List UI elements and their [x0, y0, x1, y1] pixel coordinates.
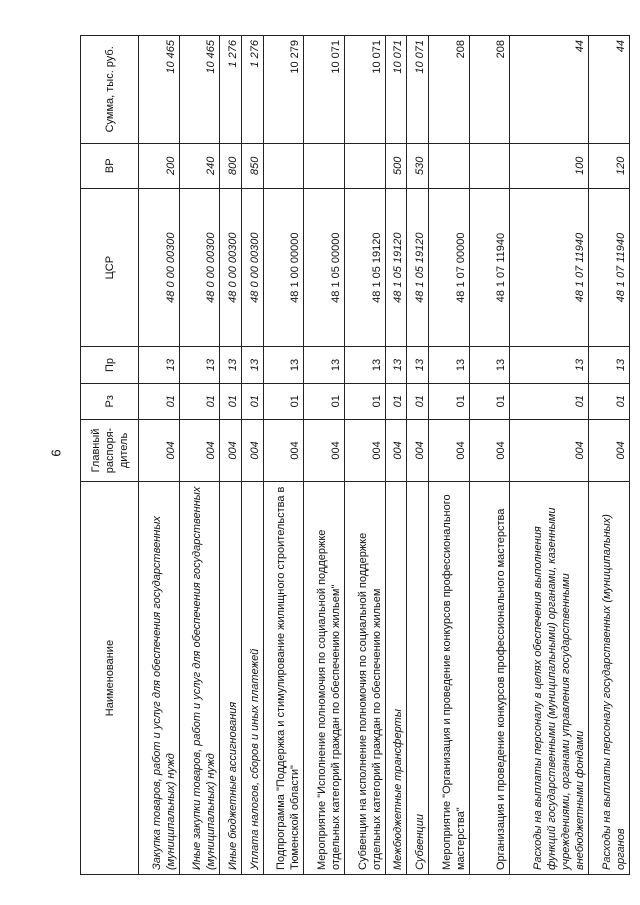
row-csr: 48 1 07 11940: [589, 188, 630, 347]
row-admin: 004: [510, 419, 589, 481]
table-row: [263, 36, 304, 875]
row-csr: 48 1 05 19120: [385, 188, 407, 347]
table-row: [429, 36, 470, 875]
table-row: [469, 36, 510, 875]
table-row: [139, 36, 180, 875]
row-admin: 004: [263, 419, 304, 481]
header-name: Наименование: [81, 482, 139, 875]
table-row: [510, 36, 589, 875]
row-rz: 01: [220, 383, 242, 419]
rotated-table-wrapper: [80, 35, 630, 875]
row-csr: 48 0 00 00300: [242, 188, 264, 347]
header-row: [81, 36, 139, 875]
row-vr: 850: [242, 143, 264, 188]
row-pr: 13: [263, 347, 304, 383]
row-csr: 48 1 07 00000: [429, 188, 470, 347]
row-sum: 1 276: [242, 36, 264, 144]
row-csr: 48 0 00 00300: [220, 188, 242, 347]
row-sum: 10 465: [179, 36, 220, 144]
table-row: [589, 36, 630, 875]
row-name: Иные бюджетные ассигнования: [220, 482, 242, 875]
row-rz: 01: [242, 383, 264, 419]
row-pr: 13: [139, 347, 180, 383]
row-name: Субвенции на исполнение полномочия по социальной поддержке отдельных категорий граждан по обеспечению жильем: [345, 482, 386, 875]
row-sum: 10 071: [385, 36, 407, 144]
row-vr: [263, 143, 304, 188]
row-vr: [304, 143, 345, 188]
row-name: Субвенции: [407, 482, 429, 875]
row-vr: 200: [139, 143, 180, 188]
row-pr: 13: [429, 347, 470, 383]
table-row: [220, 36, 242, 875]
row-name: Иные закупки товаров, работ и услуг для обеспечения государственных (муниципальных) нужд: [179, 482, 220, 875]
row-vr: 100: [510, 143, 589, 188]
row-sum: 208: [429, 36, 470, 144]
row-vr: 530: [407, 143, 429, 188]
row-csr: 48 1 00 00000: [263, 188, 304, 347]
row-admin: 004: [385, 419, 407, 481]
row-pr: 13: [510, 347, 589, 383]
row-csr: 48 1 05 00000: [304, 188, 345, 347]
row-rz: 01: [589, 383, 630, 419]
row-vr: [345, 143, 386, 188]
row-rz: 01: [407, 383, 429, 419]
row-name: Расходы на выплаты персоналу государственных (муниципальных) органов: [589, 482, 630, 875]
row-admin: 004: [407, 419, 429, 481]
row-csr: 48 0 00 00300: [179, 188, 220, 347]
row-sum: 10 071: [304, 36, 345, 144]
row-pr: 13: [589, 347, 630, 383]
row-rz: 01: [345, 383, 386, 419]
row-csr: 48 1 07 11940: [510, 188, 589, 347]
page-number: 9: [48, 449, 64, 457]
row-rz: 01: [139, 383, 180, 419]
row-pr: 13: [469, 347, 510, 383]
row-vr: 500: [385, 143, 407, 188]
table-row: [385, 36, 407, 875]
table-row: [407, 36, 429, 875]
header-pr: Пр: [81, 347, 139, 383]
row-rz: 01: [429, 383, 470, 419]
header-csr: ЦСР: [81, 188, 139, 347]
header-vr: ВР: [81, 143, 139, 188]
row-name: Закупка товаров, работ и услуг для обеспечения государственных (муниципальных) нужд: [139, 482, 180, 875]
budget-table: [80, 35, 630, 875]
row-admin: 004: [429, 419, 470, 481]
row-name: Мероприятие "Исполнение полномочия по социальной поддержке отдельных категорий граждан по обеспечению жильем": [304, 482, 345, 875]
header-admin: Главный распоря-дитель: [81, 419, 139, 481]
row-pr: 13: [220, 347, 242, 383]
row-pr: 13: [242, 347, 264, 383]
row-vr: [429, 143, 470, 188]
row-sum: 10 071: [407, 36, 429, 144]
row-csr: 48 0 00 00300: [139, 188, 180, 347]
row-sum: 10 465: [139, 36, 180, 144]
row-admin: 004: [589, 419, 630, 481]
row-vr: 800: [220, 143, 242, 188]
table-row: [242, 36, 264, 875]
row-sum: 1 276: [220, 36, 242, 144]
header-sum: Сумма, тыс. руб.: [81, 36, 139, 144]
row-rz: 01: [179, 383, 220, 419]
row-pr: 13: [385, 347, 407, 383]
table-row: [345, 36, 386, 875]
row-sum: 44: [589, 36, 630, 144]
row-rz: 01: [304, 383, 345, 419]
row-rz: 01: [469, 383, 510, 419]
row-pr: 13: [407, 347, 429, 383]
row-vr: [469, 143, 510, 188]
row-admin: 004: [469, 419, 510, 481]
table-row: [179, 36, 220, 875]
row-rz: 01: [385, 383, 407, 419]
row-pr: 13: [304, 347, 345, 383]
row-sum: 10 071: [345, 36, 386, 144]
row-admin: 004: [345, 419, 386, 481]
header-rz: Рз: [81, 383, 139, 419]
row-sum: 208: [469, 36, 510, 144]
row-admin: 004: [304, 419, 345, 481]
row-pr: 13: [345, 347, 386, 383]
row-csr: 48 1 05 19120: [407, 188, 429, 347]
row-name: Мероприятие "Организация и проведение конкурсов профессионального мастерства": [429, 482, 470, 875]
row-name: Расходы на выплаты персоналу в целях обеспечения выполнения функций государственными (муниципальными) органами, казенными учреждениями, органами управления государственными внебюджетными фондами: [510, 482, 589, 875]
row-name: Уплата налогов, сборов и иных платежей: [242, 482, 264, 875]
row-name: Организация и проведение конкурсов профессионального мастерства: [469, 482, 510, 875]
row-name: Межбюджетные трансферты: [385, 482, 407, 875]
table-row: [304, 36, 345, 875]
row-vr: 120: [589, 143, 630, 188]
row-pr: 13: [179, 347, 220, 383]
row-csr: 48 1 07 11940: [469, 188, 510, 347]
row-rz: 01: [510, 383, 589, 419]
row-name: Подпрограмма "Поддержка и стимулирование жилищного строительства в Тюменской области": [263, 482, 304, 875]
row-csr: 48 1 05 19120: [345, 188, 386, 347]
row-sum: 10 279: [263, 36, 304, 144]
row-admin: 004: [242, 419, 264, 481]
row-rz: 01: [263, 383, 304, 419]
row-admin: 004: [139, 419, 180, 481]
row-sum: 44: [510, 36, 589, 144]
row-admin: 004: [179, 419, 220, 481]
row-admin: 004: [220, 419, 242, 481]
row-vr: 240: [179, 143, 220, 188]
